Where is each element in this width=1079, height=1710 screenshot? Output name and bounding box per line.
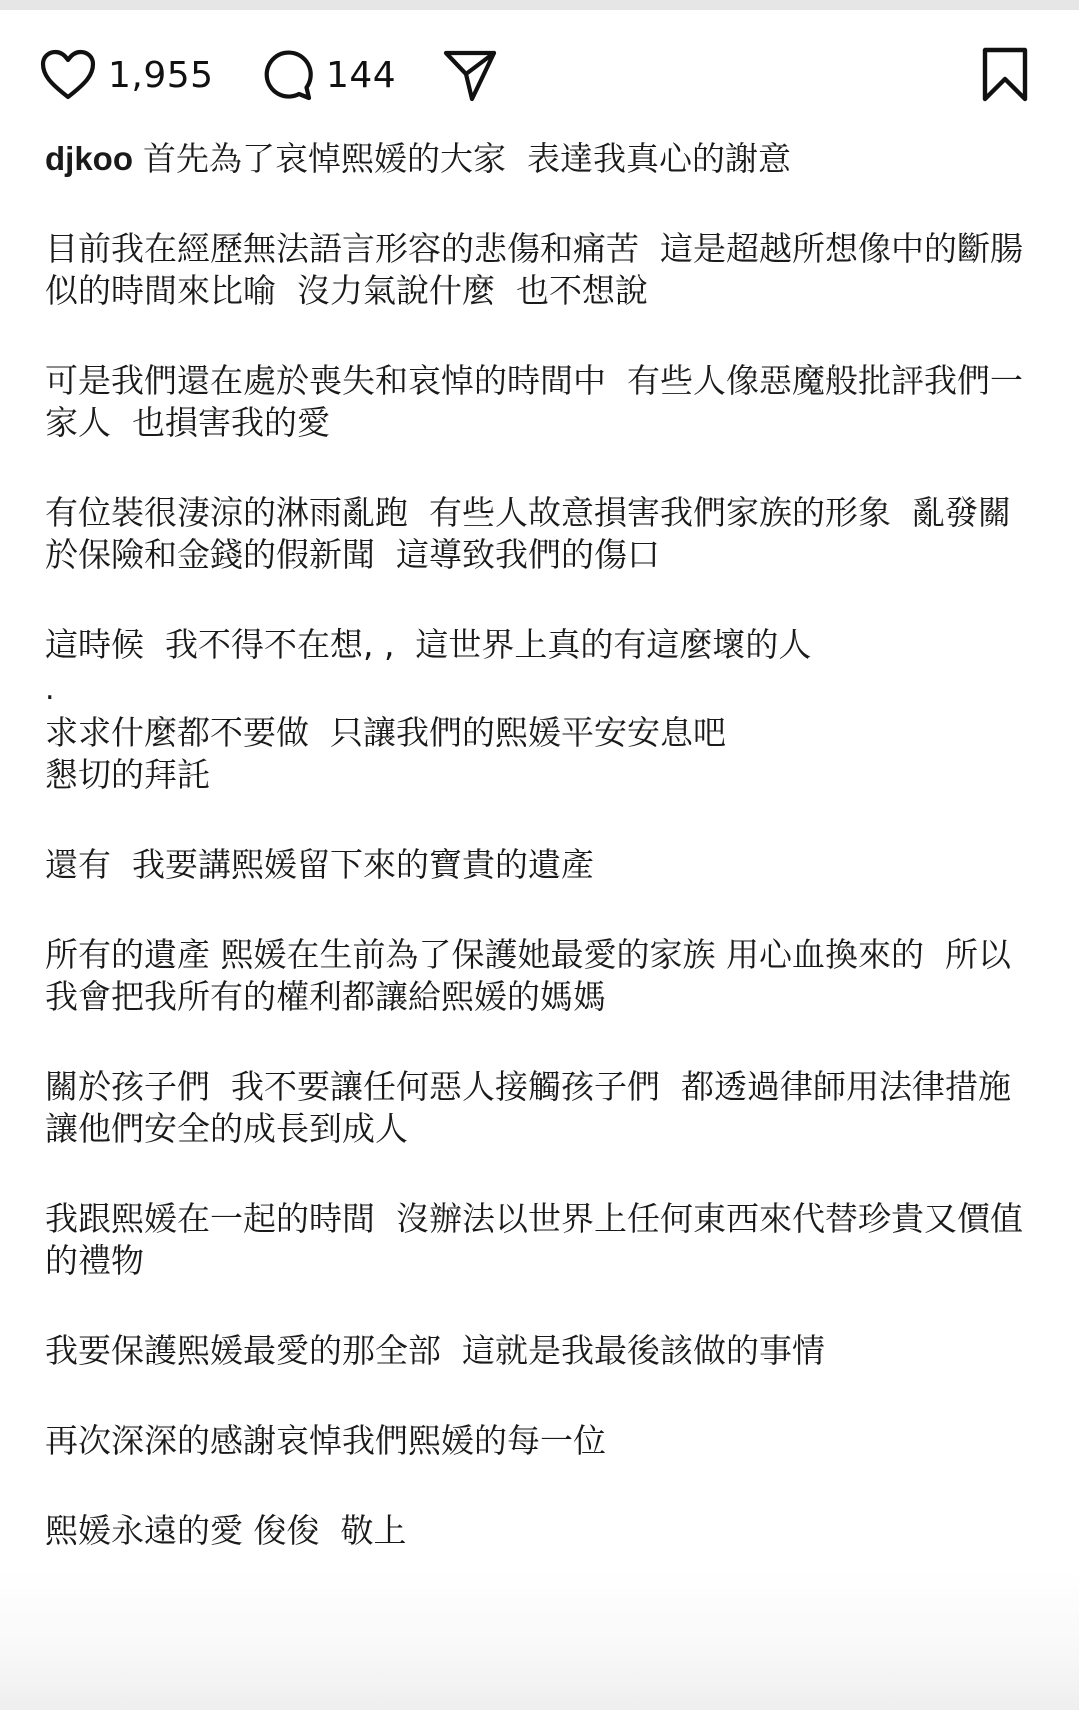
comment-bubble-icon[interactable] xyxy=(258,47,314,103)
caption-paragraph-6: 還有 我要講熙媛留下來的寶貴的遺產 xyxy=(45,845,594,884)
caption-paragraph-11: 再次深深的感謝哀悼我們熙媛的每一位 xyxy=(45,1421,606,1460)
caption-paragraph-2: 可是我們還在處於喪失和哀悼的時間中 有些人像惡魔般批評我們一家人 也損害我的愛 xyxy=(45,361,1023,442)
share-button[interactable] xyxy=(442,42,498,108)
comment-count: 144 xyxy=(326,54,397,96)
post-action-bar xyxy=(40,42,1040,108)
caption-paragraph-3: 有位裝很淒涼的淋雨亂跑 有些人故意損害我們家族的形象 亂發關於保險和金錢的假新聞 這導致我們的傷口 xyxy=(45,493,1011,574)
like-button[interactable] xyxy=(40,42,214,108)
caption-paragraph-1: 目前我在經歷無法語言形容的悲傷和痛苦 這是超越所想像中的斷腸似的時間來比喻 沒力氣說什麼 也不想說 xyxy=(45,229,1023,310)
caption-signature: 熙媛永遠的愛 俊俊 敬上 xyxy=(45,1511,407,1550)
caption-dot: . xyxy=(45,672,55,707)
save-button[interactable] xyxy=(980,42,1030,108)
caption-paragraph-9: 我跟熙媛在一起的時間 沒辦法以世界上任何東西來代替珍貴又價值的禮物 xyxy=(45,1199,1023,1280)
username-link[interactable]: djkoo xyxy=(45,140,133,177)
caption-first-line xyxy=(45,138,1035,180)
caption-paragraph-8: 關於孩子們 我不要讓任何惡人接觸孩子們 都透過律師用法律措施讓他們安全的成長到成人 xyxy=(45,1067,1011,1148)
post-caption xyxy=(45,138,1035,1600)
caption-paragraph-5: 求求什麼都不要做 只讓我們的熙媛平安安息吧 懇切的拜託 xyxy=(45,713,726,794)
caption-paragraph-4: 這時候 我不得不在想, , 這世界上真的有這麼壞的人 xyxy=(45,625,812,664)
caption-opening: 首先為了哀悼熙媛的大家 表達我真心的謝意 xyxy=(143,139,791,178)
send-paper-plane-icon[interactable] xyxy=(442,47,498,103)
comment-button[interactable] xyxy=(258,42,396,108)
caption-paragraph-7: 所有的遺產 熙媛在生前為了保護她最愛的家族 用心血換來的 所以我會把我所有的權利都讓給熙媛的媽媽 xyxy=(45,935,1011,1016)
heart-icon[interactable] xyxy=(40,49,96,101)
bookmark-icon[interactable] xyxy=(980,46,1030,104)
caption-paragraph-10: 我要保護熙媛最愛的那全部 這就是我最後該做的事情 xyxy=(45,1331,825,1370)
like-count: 1,955 xyxy=(108,54,214,96)
top-strip xyxy=(0,0,1079,10)
